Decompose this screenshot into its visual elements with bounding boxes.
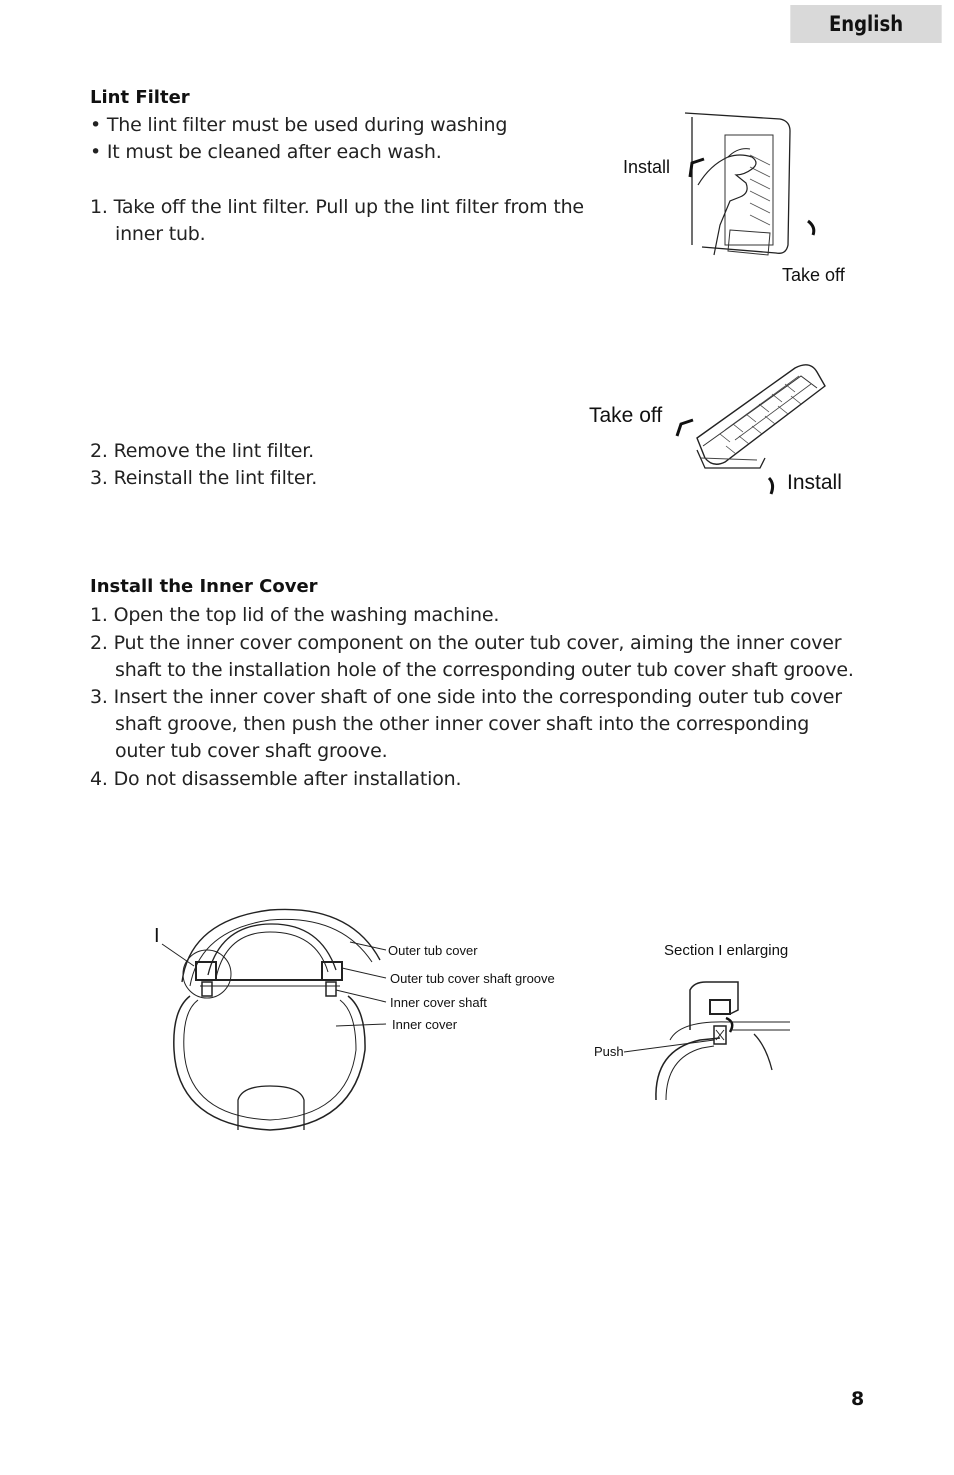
inner-cover-diagram — [150, 900, 570, 1140]
step-text: 1. Open the top lid of the washing machine. — [90, 604, 500, 626]
inner-cover-heading: Install the Inner Cover — [90, 576, 318, 597]
step-text: 4. Do not disassemble after installation. — [90, 768, 462, 790]
language-tab: English — [790, 5, 941, 43]
take-off-label: Take off — [589, 404, 663, 427]
section-enlarging-diagram — [590, 930, 810, 1110]
lint-filter-removed-figure — [585, 350, 865, 505]
step-text: 1. Take off the lint filter. Pull up the lint filter from the — [90, 196, 584, 218]
step-text: 2. Put the inner cover component on the outer tub cover, aiming the inner cover — [90, 632, 842, 654]
inner-cover-label: Inner cover — [392, 1017, 458, 1032]
push-label: Push — [594, 1044, 624, 1059]
shaft-groove-label: Outer tub cover shaft groove — [390, 971, 555, 986]
install-label: Install — [623, 157, 671, 177]
step-text: 2. Remove the lint filter. — [90, 440, 314, 462]
bullet-item: • It must be cleaned after each wash. — [90, 141, 442, 163]
step-text-continued: outer tub cover shaft groove. — [115, 740, 388, 762]
take-off-label: Take off — [782, 265, 845, 285]
step-text: 3. Insert the inner cover shaft of one side into the corresponding outer tub cover — [90, 686, 842, 708]
step-text-continued: shaft to the installation hole of the corresponding outer tub cover shaft groove. — [115, 659, 854, 681]
section-enlarging-title: Section I enlarging — [664, 942, 789, 959]
section-marker: I — [154, 925, 160, 947]
outer-tub-cover-label: Outer tub cover — [388, 943, 478, 958]
step-text-continued: shaft groove, then push the other inner cover shaft into the corresponding — [115, 713, 810, 735]
step-text-continued: inner tub. — [115, 223, 206, 245]
lint-filter-heading: Lint Filter — [90, 87, 190, 108]
lint-filter-install-figure — [610, 105, 870, 295]
step-text: 3. Reinstall the lint filter. — [90, 467, 318, 489]
page-number: 8 — [851, 1388, 865, 1410]
inner-cover-shaft-label: Inner cover shaft — [390, 995, 487, 1010]
install-label: Install — [787, 471, 842, 494]
bullet-item: • The lint filter must be used during washing — [90, 114, 508, 136]
